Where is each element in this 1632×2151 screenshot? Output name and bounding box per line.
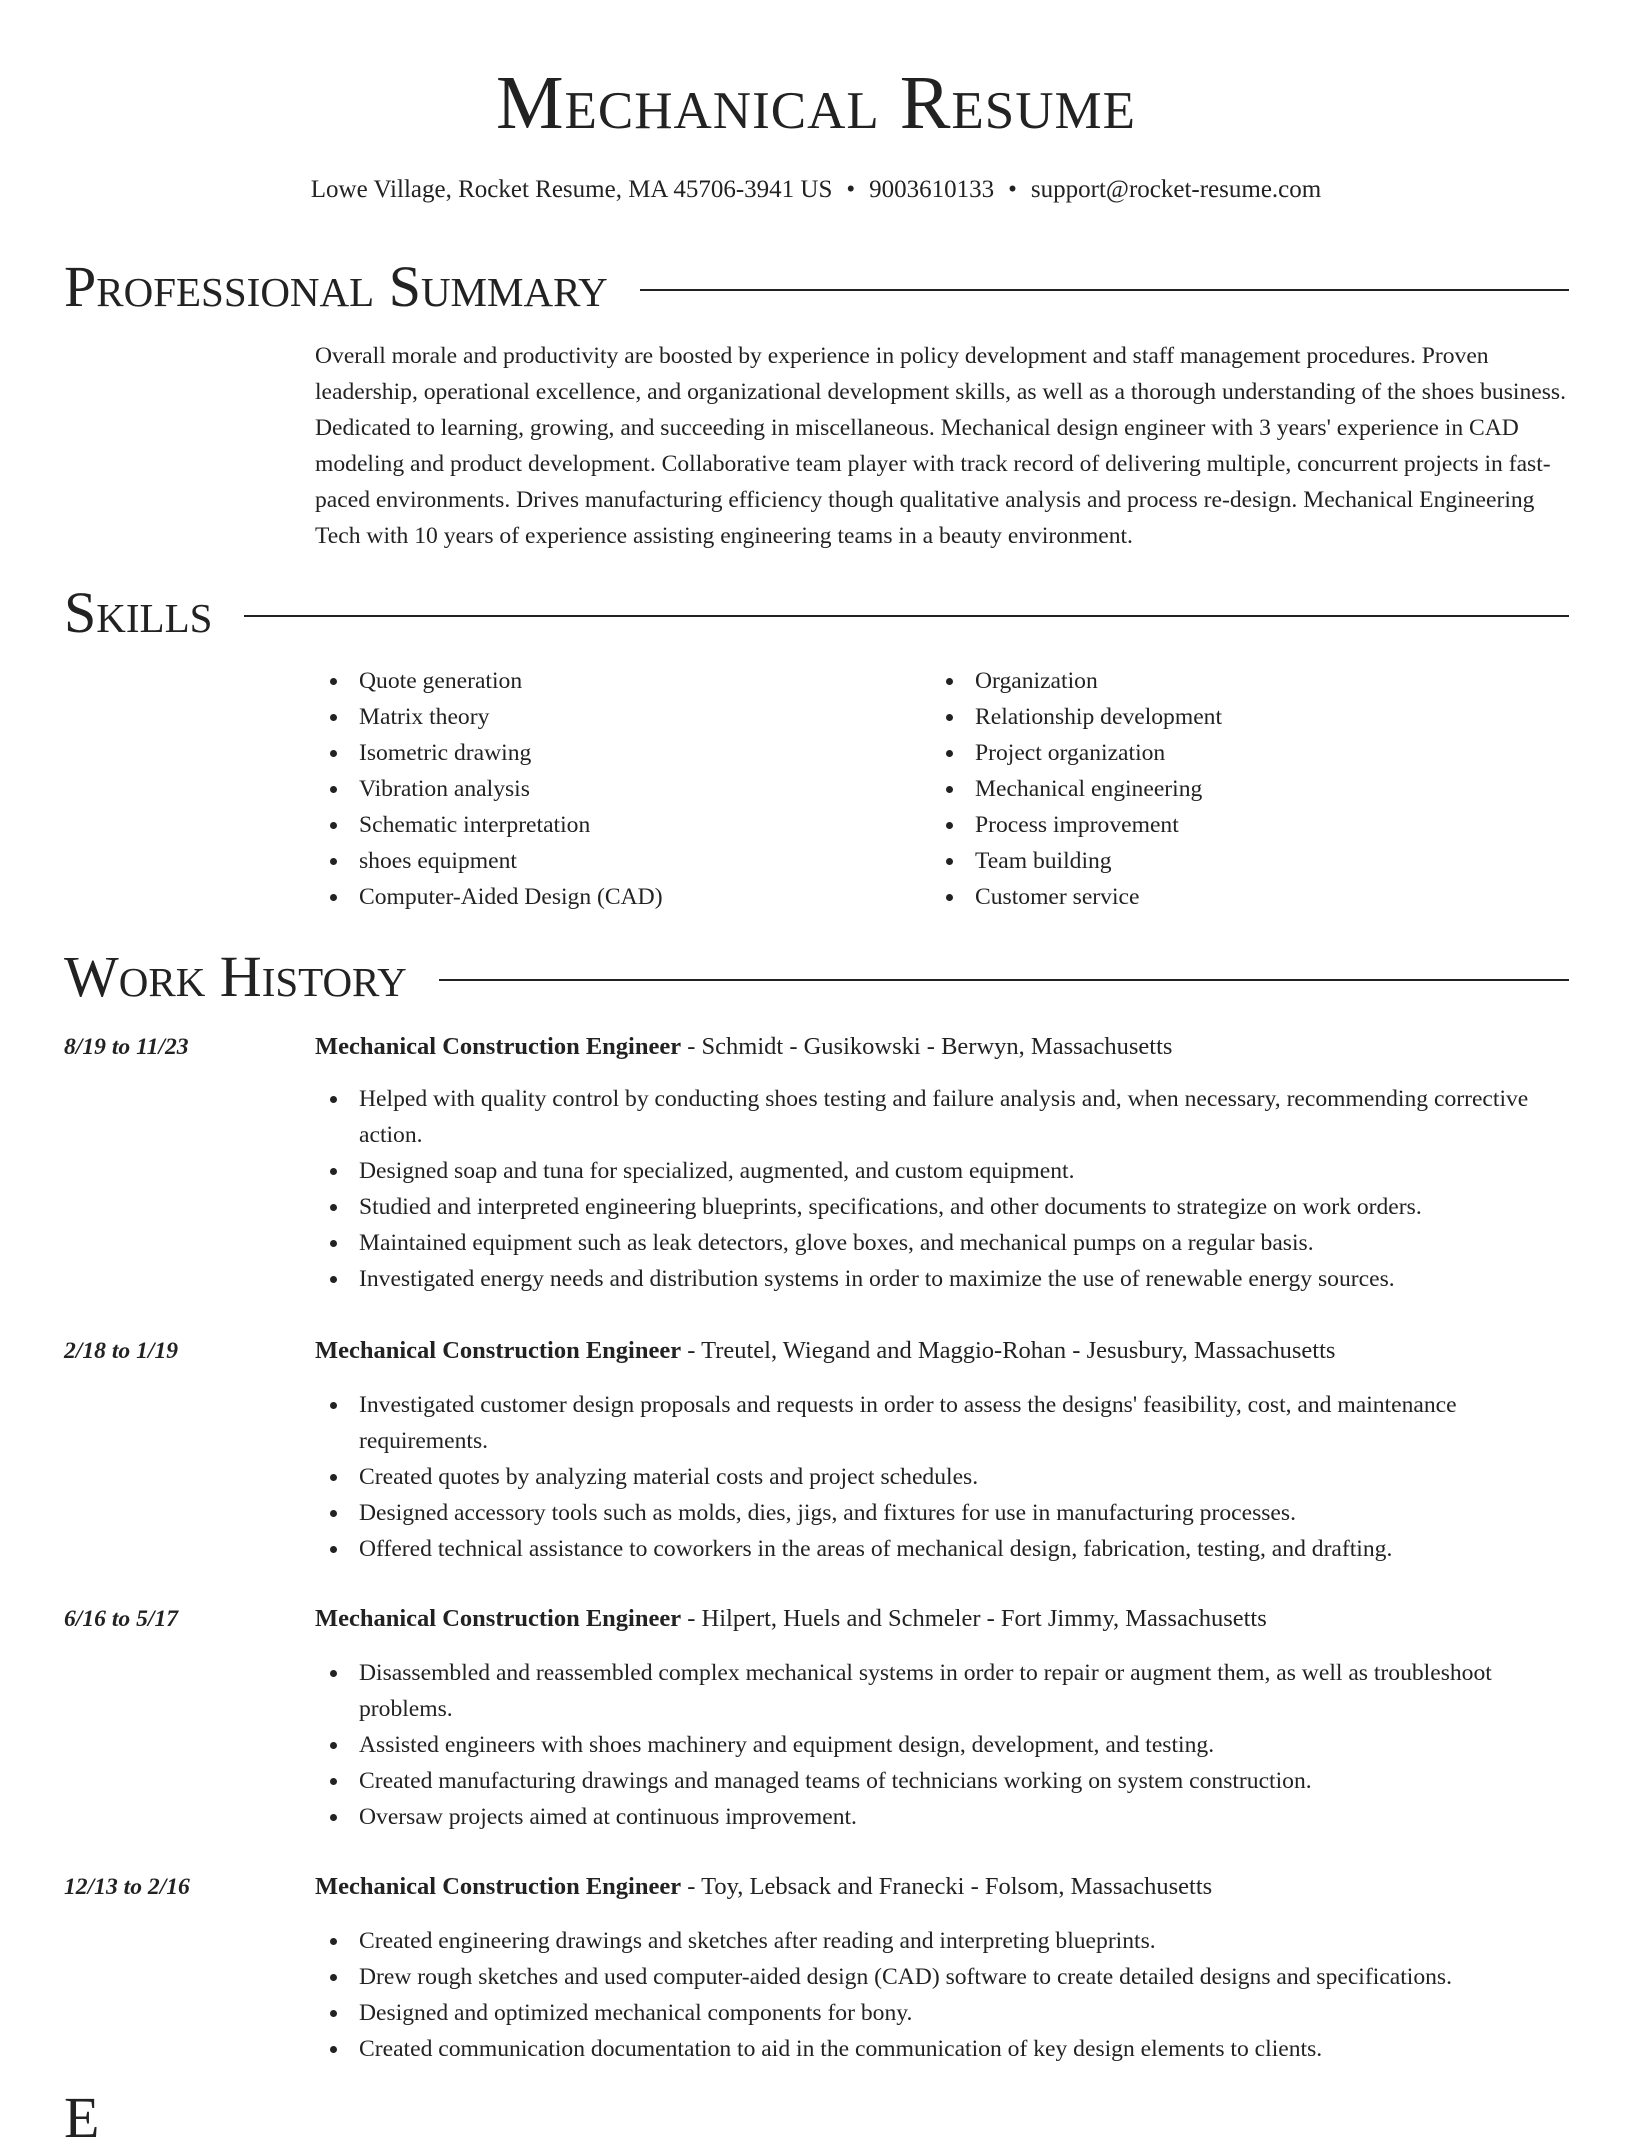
job-employer: - Toy, Lebsack and Franecki - Folsom, Massachusetts [681, 1873, 1213, 1900]
contact-separator: • [1008, 176, 1017, 203]
contact-address: Lowe Village, Rocket Resume, MA 45706-3941 US [310, 176, 833, 203]
job-heading [315, 1869, 1569, 1905]
job-employer: - Schmidt - Gusikowski - Berwyn, Massachusetts [681, 1033, 1173, 1060]
job-bullets [315, 1387, 1569, 1567]
job-bullet: Drew rough sketches and used computer-aided design (CAD) software to create detailed designs and specifications. [315, 1959, 1569, 1995]
skill-item: Matrix theory [315, 699, 915, 735]
job-employer: - Hilpert, Huels and Schmeler - Fort Jimmy, Massachusetts [681, 1605, 1267, 1632]
work-section-header [64, 944, 1569, 1010]
job-title: Mechanical Construction Engineer [315, 1605, 682, 1632]
contact-email: support@rocket-resume.com [1030, 176, 1322, 203]
skill-item: Project organization [931, 735, 1569, 771]
job-bullet: Helped with quality control by conducting shoes testing and failure analysis and, when necessary, recommending corrective action. [315, 1081, 1569, 1153]
summary-heading: Professional Summary [64, 254, 608, 319]
job-title: Mechanical Construction Engineer [315, 1033, 682, 1060]
contact-separator: • [846, 176, 856, 203]
job-bullet: Studied and interpreted engineering blueprints, specifications, and other documents to strategize on work orders. [315, 1189, 1569, 1225]
skills-section-header [64, 580, 1569, 646]
job-dates: 8/19 to 11/23 [64, 1034, 189, 1060]
summary-section-header [64, 254, 1569, 320]
job-title: Mechanical Construction Engineer [315, 1337, 682, 1364]
skill-item: Relationship development [931, 699, 1569, 735]
job-bullet: Offered technical assistance to coworkers in the areas of mechanical design, fabrication, testing, and drafting. [315, 1531, 1569, 1567]
skill-item: Schematic interpretation [315, 807, 915, 843]
job-bullet: Designed accessory tools such as molds, dies, jigs, and fixtures for use in manufacturing processes. [315, 1495, 1569, 1531]
job-bullets [315, 1923, 1569, 2067]
job-employer: - Treutel, Wiegand and Maggio-Rohan - Jesusbury, Massachusetts [681, 1337, 1336, 1364]
skill-item: Quote generation [315, 663, 915, 699]
section-divider [640, 289, 1569, 291]
skill-item: Computer-Aided Design (CAD) [315, 879, 915, 915]
job-title: Mechanical Construction Engineer [315, 1873, 682, 1900]
skills-list-right [931, 663, 1569, 915]
section-divider [244, 615, 1569, 617]
contact-line [0, 174, 1632, 206]
skill-item: Isometric drawing [315, 735, 915, 771]
skills-heading: Skills [64, 580, 213, 645]
job-dates: 12/13 to 2/16 [64, 1874, 190, 1900]
job-heading [315, 1029, 1569, 1065]
job-bullet: Maintained equipment such as leak detectors, glove boxes, and mechanical pumps on a regular basis. [315, 1225, 1569, 1261]
next-section-heading: E [64, 2085, 100, 2150]
skills-list-left [315, 663, 915, 915]
job-heading [315, 1333, 1569, 1369]
section-divider [439, 979, 1569, 981]
job-dates: 6/16 to 5/17 [64, 1606, 179, 1632]
job-bullets [315, 1655, 1569, 1835]
job-heading [315, 1601, 1569, 1637]
job-bullet: Created communication documentation to aid in the communication of key design elements to clients. [315, 2031, 1569, 2067]
job-bullet: Designed and optimized mechanical components for bony. [315, 1995, 1569, 2031]
contact-phone: 9003610133 [869, 176, 995, 203]
job-bullet: Oversaw projects aimed at continuous improvement. [315, 1799, 1569, 1835]
job-bullet: Investigated customer design proposals and requests in order to assess the designs' feasibility, cost, and maintenance requirements. [315, 1387, 1569, 1459]
skill-item: shoes equipment [315, 843, 915, 879]
skill-item: Process improvement [931, 807, 1569, 843]
resume-name: Mechanical Resume [495, 61, 1137, 145]
job-dates: 2/18 to 1/19 [64, 1338, 179, 1364]
work-heading: Work History [64, 944, 407, 1009]
skill-item: Organization [931, 663, 1569, 699]
job-bullet: Created engineering drawings and sketches after reading and interpreting blueprints. [315, 1923, 1569, 1959]
job-bullet: Assisted engineers with shoes machinery and equipment design, development, and testing. [315, 1727, 1569, 1763]
skill-item: Vibration analysis [315, 771, 915, 807]
skill-item: Team building [931, 843, 1569, 879]
skill-item: Customer service [931, 879, 1569, 915]
summary-text: Overall morale and productivity are boosted by experience in policy development and staff management procedures. Proven leadership, operational excellence, and organizational development skills, as well as a thorough understanding of the shoes business. Dedicated to learning, growing, and succeeding in miscellaneous. Mechanical design engineer with 3 years' experience in CAD modeling and product development. Collaborative team player with track record of delivering multiple, concurrent projects in fast-paced environments. Drives manufacturing efficiency though qualitative analysis and process re-design. Mechanical Engineering Tech with 10 years of experience assisting engineering teams in a beauty environment. [315, 343, 1566, 549]
job-bullet: Created manufacturing drawings and managed teams of technicians working on system construction. [315, 1763, 1569, 1799]
job-bullets [315, 1081, 1569, 1297]
job-bullet: Designed soap and tuna for specialized, augmented, and custom equipment. [315, 1153, 1569, 1189]
job-bullet: Disassembled and reassembled complex mechanical systems in order to repair or augment them, as well as troubleshoot problems. [315, 1655, 1569, 1727]
skill-item: Mechanical engineering [931, 771, 1569, 807]
job-bullet: Investigated energy needs and distribution systems in order to maximize the use of renewable energy sources. [315, 1261, 1569, 1297]
job-bullet: Created quotes by analyzing material costs and project schedules. [315, 1459, 1569, 1495]
